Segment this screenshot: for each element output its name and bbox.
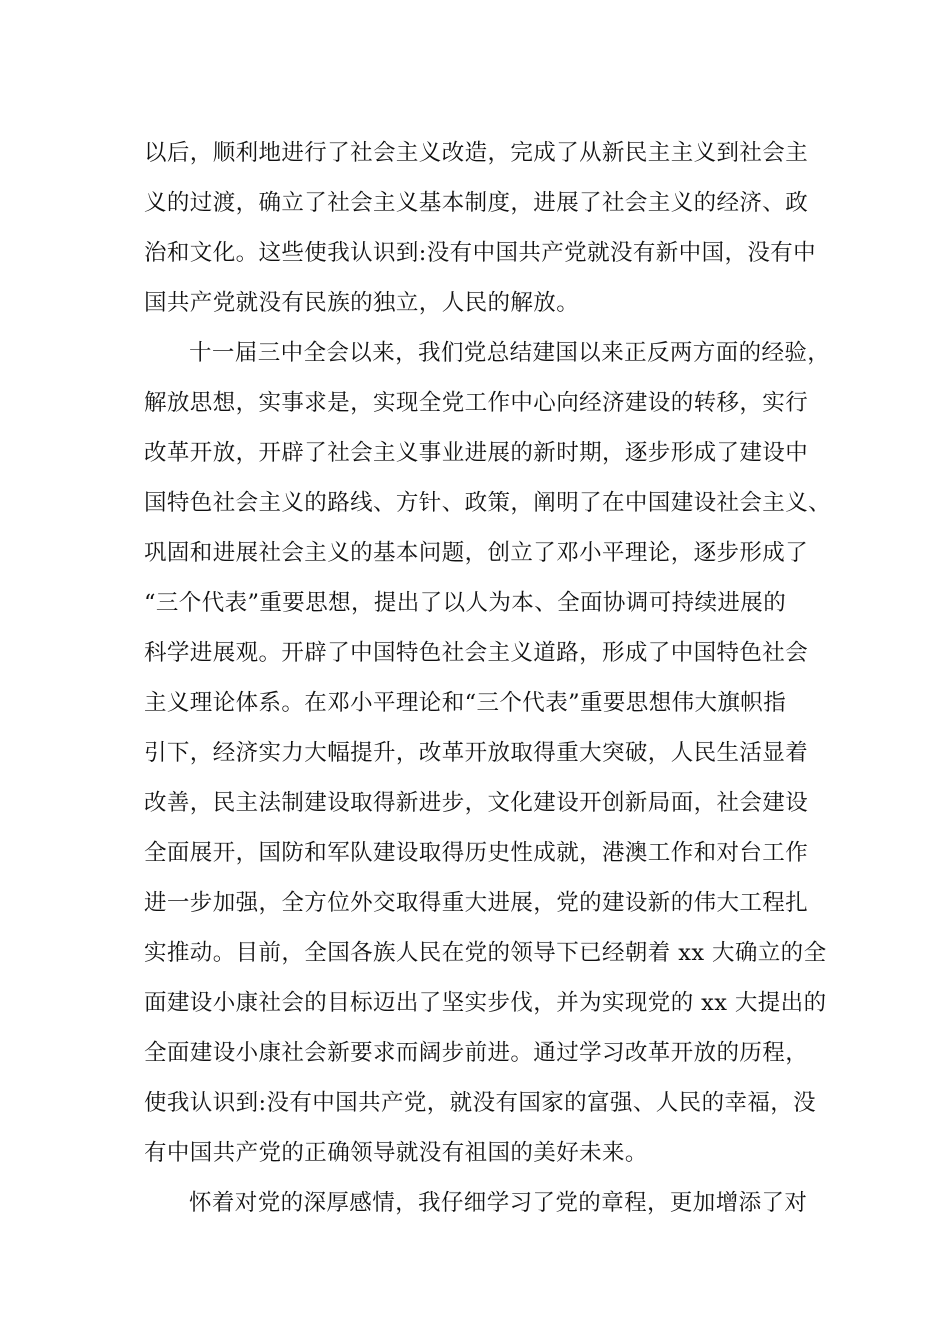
text-line: 使我认识到:没有中国共产党，就没有国家的富强、人民的幸福，没 (144, 1090, 817, 1116)
text-line: 十一届三中全会以来，我们党总结建国以来正反两方面的经验， (189, 340, 831, 366)
text-line: 巩固和进展社会主义的基本问题，创立了邓小平理论，逐步形成了 (144, 540, 809, 566)
text-line: 科学进展观。开辟了中国特色社会主义道路，形成了中国特色社会 (144, 640, 809, 666)
text-line: 全面建设小康社会新要求而阔步前进。通过学习改革开放的历程， (144, 1040, 809, 1066)
text-line: 改革开放，开辟了社会主义事业进展的新时期，逐步形成了建设中 (144, 440, 809, 466)
text-line: 引下，经济实力大幅提升，改革开放取得重大突破，人民生活显着 (144, 740, 809, 766)
text-line: 面建设小康社会的目标迈出了坚实步伐，并为实现党的 xx 大提出的 (144, 990, 827, 1016)
text-line: 国特色社会主义的路线、方针、政策，阐明了在中国建设社会主义、 (144, 490, 832, 516)
text-line: 义的过渡，确立了社会主义基本制度，进展了社会主义的经济、政 (144, 190, 809, 216)
text-line: “三个代表”重要思想，提出了以人为本、全面协调可持续进展的 (144, 590, 787, 616)
text-line: 治和文化。这些使我认识到:没有中国共产党就没有新中国，没有中 (144, 240, 817, 266)
text-line: 国共产党就没有民族的独立，人民的解放。 (144, 290, 580, 316)
paragraph-1 (144, 128, 834, 328)
text-line: 以后，顺利地进行了社会主义改造，完成了从新民主主义到社会主 (144, 140, 809, 166)
document-body (144, 128, 834, 1228)
text-line: 怀着对党的深厚感情，我仔细学习了党的章程，更加增添了对 (189, 1190, 808, 1216)
text-line: 全面展开，国防和军队建设取得历史性成就，港澳工作和对台工作 (144, 840, 809, 866)
paragraph-2 (144, 328, 834, 1178)
text-line: 改善，民主法制建设取得新进步，文化建设开创新局面，社会建设 (144, 790, 809, 816)
text-line: 进一步加强，全方位外交取得重大进展，党的建设新的伟大工程扎 (144, 890, 809, 916)
text-line: 实推动。目前，全国各族人民在党的领导下已经朝着 xx 大确立的全 (144, 940, 827, 966)
paragraph-3 (144, 1178, 834, 1228)
text-line: 主义理论体系。在邓小平理论和“三个代表”重要思想伟大旗帜指 (144, 690, 787, 716)
text-line: 解放思想，实事求是，实现全党工作中心向经济建设的转移，实行 (144, 390, 809, 416)
text-line: 有中国共产党的正确领导就没有祖国的美好未来。 (144, 1140, 648, 1166)
